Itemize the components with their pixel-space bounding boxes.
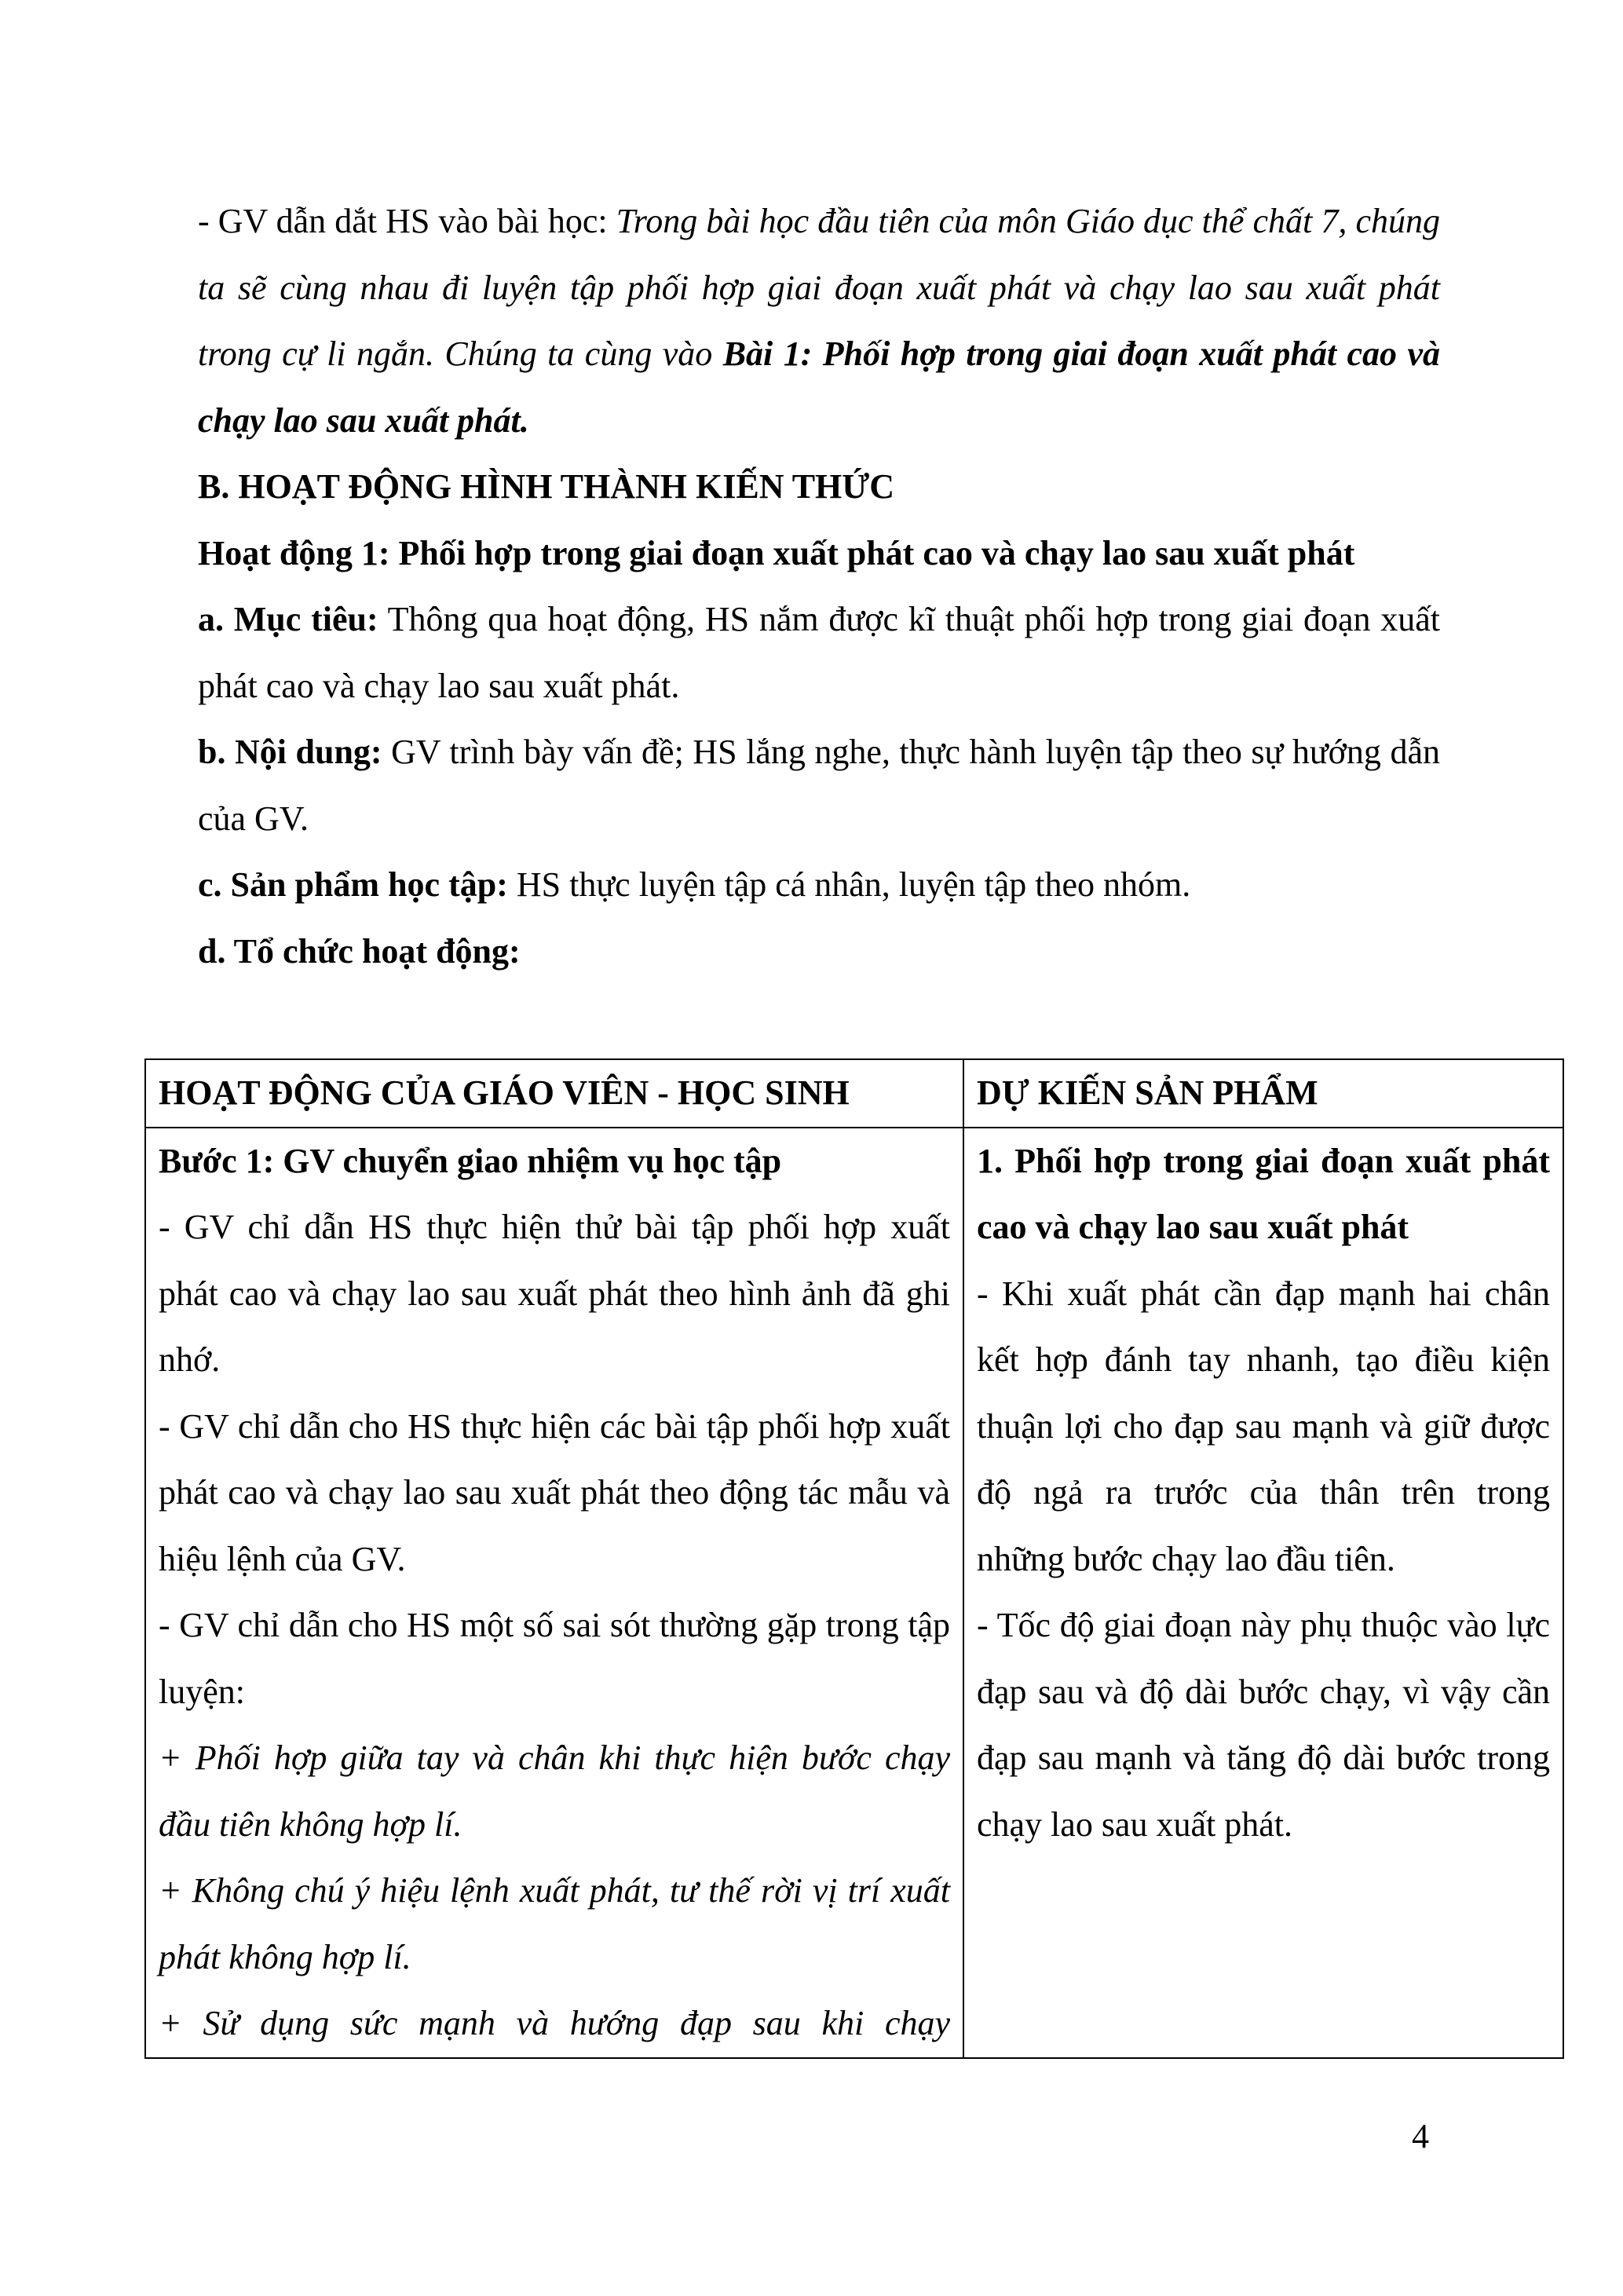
item-text: HS thực luyện tập cá nhân, luyện tập theo nhóm.: [507, 865, 1191, 904]
section-heading: B. HOẠT ĐỘNG HÌNH THÀNH KIẾN THỨC: [198, 467, 895, 506]
product-line: - Tốc độ giai đoạn này phụ thuộc vào lực đạp sau và độ dài bước chạy, vì vậy cần đạp sau mạnh và tăng độ dài bước trong chạy lao sau xuất phát.: [977, 1606, 1550, 1844]
content-item: [198, 719, 1440, 852]
intro-lead: - GV dẫn dắt HS vào bài học:: [198, 202, 616, 240]
lesson-title: Bài 1: Phối hợp trong giai đoạn xuất phát cao và chạy lao sau xuất phát.: [198, 335, 1440, 440]
instruction-line: - GV chỉ dẫn cho HS thực hiện các bài tập phối hợp xuất phát cao và chạy lao sau xuất phát theo động tác mẫu và hiệu lệnh của GV.: [159, 1406, 950, 1578]
item-label: c. Sản phẩm học tập:: [198, 865, 508, 904]
header-teacher-student: HOẠT ĐỘNG CỦA GIÁO VIÊN - HỌC SINH: [145, 1059, 963, 1128]
objective-item: [198, 587, 1440, 719]
table-row: [145, 1128, 1563, 2058]
product-line: - Khi xuất phát cần đạp mạnh hai chân kết hợp đánh tay nhanh, tạo điều kiện thuận lợi cho đạp sau mạnh và giữ được độ ngả ra trước của thân trên trong những bước chạy lao đầu tiên.: [977, 1274, 1550, 1578]
document-body: [198, 188, 1440, 985]
mistake-line: + Không chú ý hiệu lệnh xuất phát, tư thế rời vị trí xuất phát không hợp lí.: [159, 1871, 950, 1976]
page-number: 4: [1412, 2117, 1429, 2155]
header-expected-product: DỰ KIẾN SẢN PHẨM: [963, 1059, 1563, 1128]
step-heading: Bước 1: GV chuyển giao nhiệm vụ học tập: [159, 1141, 782, 1180]
table-header-row: [145, 1059, 1563, 1128]
teacher-activity-cell: [145, 1128, 963, 2058]
organization-item: [198, 919, 1440, 985]
expected-product-cell: [963, 1128, 1563, 2058]
instruction-line: - GV chỉ dẫn HS thực hiện thử bài tập phối hợp xuất phát cao và chạy lao sau xuất phát theo hình ảnh đã ghi nhớ.: [159, 1208, 950, 1379]
item-text: Thông qua hoạt động, HS nắm được kĩ thuật phối hợp trong giai đoạn xuất phát cao và chạy lao sau xuất phát.: [198, 600, 1441, 705]
item-text: GV trình bày vấn đề; HS lắng nghe, thực hành luyện tập theo sự hướng dẫn của GV.: [198, 733, 1440, 838]
activity-heading: Hoạt động 1: Phối hợp trong giai đoạn xuất phát cao và chạy lao sau xuất phát: [198, 533, 1355, 572]
intro-paragraph: [198, 188, 1440, 454]
item-label: a. Mục tiêu:: [198, 600, 378, 638]
intro-italic: Trong bài học đầu tiên của môn Giáo dục thể chất 7, chúng ta sẽ cùng nhau đi luyện tập phối hợp giai đoạn xuất phát và chạy lao sau xuất phát trong cự li ngắn. Chúng ta cùng vào: [198, 202, 1440, 373]
item-label: d. Tổ chức hoạt động:: [198, 931, 521, 971]
product-item: [198, 852, 1440, 919]
instruction-line: - GV chỉ dẫn cho HS một số sai sót thường gặp trong tập luyện:: [159, 1606, 950, 1711]
mistake-line: + Phối hợp giữa tay và chân khi thực hiện bước chạy đầu tiên không hợp lí.: [159, 1738, 950, 1844]
product-title: 1. Phối hợp trong giai đoạn xuất phát cao và chạy lao sau xuất phát: [977, 1141, 1550, 1246]
activity-table: [144, 1058, 1564, 2059]
mistake-line: + Sử dụng sức mạnh và hướng đạp sau khi chạy: [159, 2004, 950, 2042]
item-label: b. Nội dung:: [198, 733, 382, 771]
